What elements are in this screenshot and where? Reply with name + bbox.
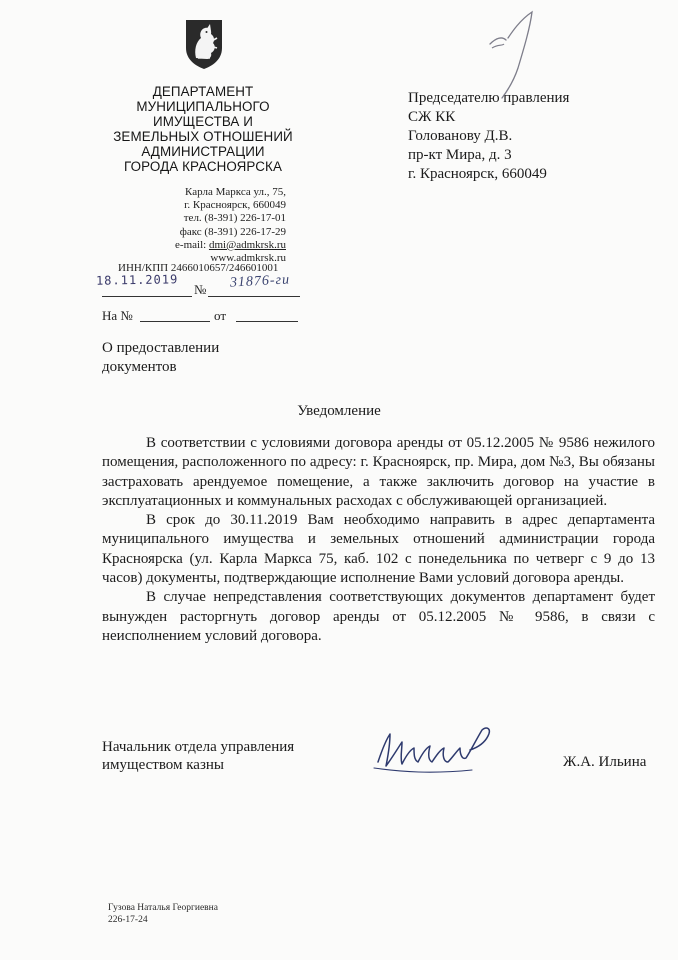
addressee-line: СЖ КК <box>408 109 456 125</box>
reference-from-label: от <box>214 308 227 323</box>
sender-department-name <box>78 84 328 174</box>
body-paragraph: В соответствии с условиями договора аренды от 05.12.2005 № 9586 нежилого помещения, расположенного по адресу: г. Красноярск, пр. Мира, дом №3, Вы обязаны застраховать арендуемое помещение, а также заключить договор на участие в эксплуатационных и коммунальных расходах с обслуживающей организацией. <box>102 435 655 509</box>
executor-phone: 226-17-24 <box>108 914 148 925</box>
registration-number-sign: № <box>194 282 207 297</box>
addressee-line: Председателю правления <box>408 90 570 106</box>
registration-number-line <box>208 296 300 297</box>
sender-address-line1: Карла Маркса ул., 75, <box>185 186 286 198</box>
registration-date-line <box>102 296 192 297</box>
body-paragraph: В случае непредставления соответствующих документов департамент будет вынужден расторгнуть договор аренды от 05.12.2005 № 9586, в связи с неисполнением условий договора. <box>102 589 655 644</box>
letter-body <box>102 434 655 646</box>
email-label: e-mail: <box>175 238 209 251</box>
body-paragraph: В срок до 30.11.2019 Вам необходимо направить в адрес департамента муниципального имущества и земельных отношений администрации города Красноярска (ул. Карла Маркса 75, каб. 102 с понедельника по четверг с 9 до 13 часов) документы, подтверждающие исполнение Вами условий договора аренды. <box>102 512 655 587</box>
sender-email-row <box>110 239 286 252</box>
subject-line1: О предоставлении <box>102 340 220 356</box>
handwritten-outgoing-number: 31876-ги <box>229 272 291 291</box>
executor-name: Гузова Наталья Георгиевна <box>108 903 218 913</box>
krasnoyarsk-coat-of-arms-icon <box>184 18 224 70</box>
reference-number-label: На № <box>102 308 133 323</box>
dept-line: ГОРОДА КРАСНОЯРСКА <box>124 159 282 174</box>
dept-line: АДМИНИСТРАЦИИ <box>141 144 265 159</box>
addressee-line: Голованову Д.В. <box>408 128 513 144</box>
dept-line: ДЕПАРТАМЕНТ <box>152 84 254 99</box>
addressee-line: г. Красноярск, 660049 <box>408 166 547 182</box>
letter-subject <box>102 339 219 377</box>
document-title: Уведомление <box>297 403 381 419</box>
sender-fax: факс (8-391) 226-17-29 <box>179 225 286 238</box>
sender-email-link[interactable]: dmi@admkrsk.ru <box>208 238 286 251</box>
executor-info <box>108 903 218 926</box>
addressee-line: пр-кт Мира, д. 3 <box>408 147 512 163</box>
sender-website: www.admkrsk.ru <box>210 252 286 265</box>
resolution-mark-scribble <box>484 8 554 100</box>
position-line1: Начальник отдела управления <box>102 739 295 755</box>
dept-line: ЗЕМЕЛЬНЫХ ОТНОШЕНИЙ <box>113 129 293 144</box>
sender-inn-kpp: ИНН/КПП 2466010657/246601001 <box>118 262 279 274</box>
registration-date-stamp: 18.11.2019 <box>95 272 179 288</box>
addressee-block <box>408 89 569 184</box>
signatory-name: Ж.А. Ильина <box>563 754 647 770</box>
sender-contacts <box>110 186 286 265</box>
reference-number-line <box>140 321 210 322</box>
sender-phone: тел. (8-391) 226-17-01 <box>183 212 286 225</box>
subject-line2: документов <box>102 359 177 375</box>
sender-address-line2: г. Красноярск, 660049 <box>184 199 286 212</box>
reference-date-line <box>236 321 298 322</box>
handwritten-signature <box>372 718 500 776</box>
signatory-position <box>102 738 294 774</box>
dept-line: МУНИЦИПАЛЬНОГО <box>136 99 270 114</box>
dept-line: ИМУЩЕСТВА И <box>152 114 254 129</box>
position-line2: имуществом казны <box>102 757 224 773</box>
